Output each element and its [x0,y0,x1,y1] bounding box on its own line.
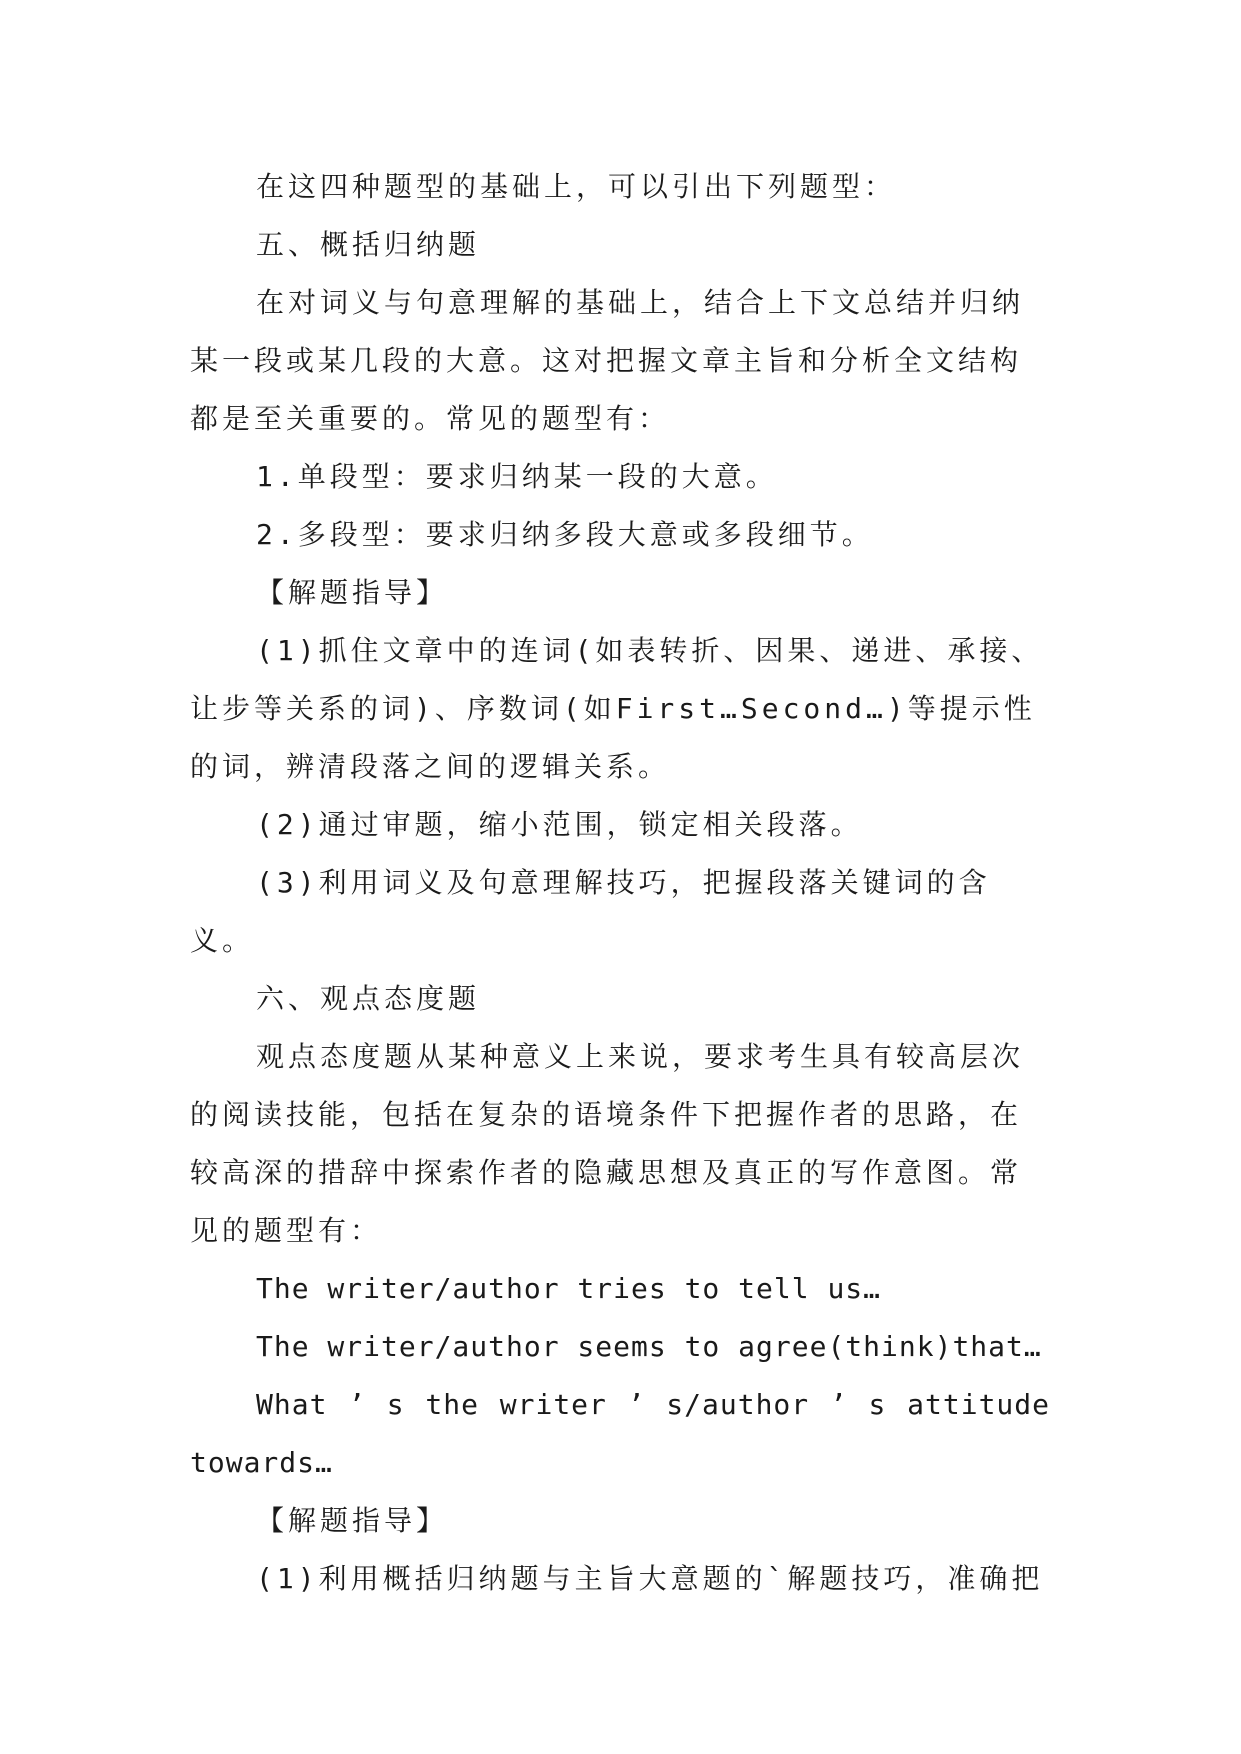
list-item-single-paragraph: 1.单段型：要求归纳某一段的大意。 [256,460,778,493]
guidance-item-1: (1)抓住文章中的连词(如表转折、因果、递进、承接、让步等关系的词)、序数词(如First…Second…)等提示性的词，辨清段落之间的逻辑关系。 [190,634,1044,783]
guidance-item-attitude-1: (1)利用概括归纳题与主旨大意题的`解题技巧，准确把 [256,1562,1044,1595]
document-body [190,158,1068,1608]
section-heading-attitude: 六、观点态度题 [256,982,481,1015]
guidance-heading: 【解题指导】 [256,576,449,609]
list-item-multi-paragraph: 2.多段型：要求归纳多段大意或多段细节。 [256,518,874,551]
guidance-item-2: (2)通过审题，缩小范围，锁定相关段落。 [256,808,863,841]
attitude-description-paragraph: 观点态度题从某种意义上来说，要求考生具有较高层次的阅读技能，包括在复杂的语境条件下把握作者的思路，在较高深的措辞中探索作者的隐藏思想及真正的写作意图。常见的题型有： [190,1040,1025,1247]
intro-paragraph: 在这四种题型的基础上，可以引出下列题型： [256,170,897,203]
example-question-2: The writer/author seems to agree(think)that… [256,1330,1042,1363]
guidance-heading-2: 【解题指导】 [256,1504,449,1537]
section-heading-summary: 五、概括归纳题 [256,228,481,261]
example-question-3: What ’ s the writer ’ s/author ’ s attitude towards… [190,1388,1068,1479]
guidance-item-3: (3)利用词义及句意理解技巧，把握段落关键词的含义。 [190,866,991,957]
example-question-1: The writer/author tries to tell us… [256,1272,882,1305]
summary-description-paragraph: 在对词义与句意理解的基础上，结合上下文总结并归纳某一段或某几段的大意。这对把握文章主旨和分析全文结构都是至关重要的。常见的题型有： [190,286,1025,435]
